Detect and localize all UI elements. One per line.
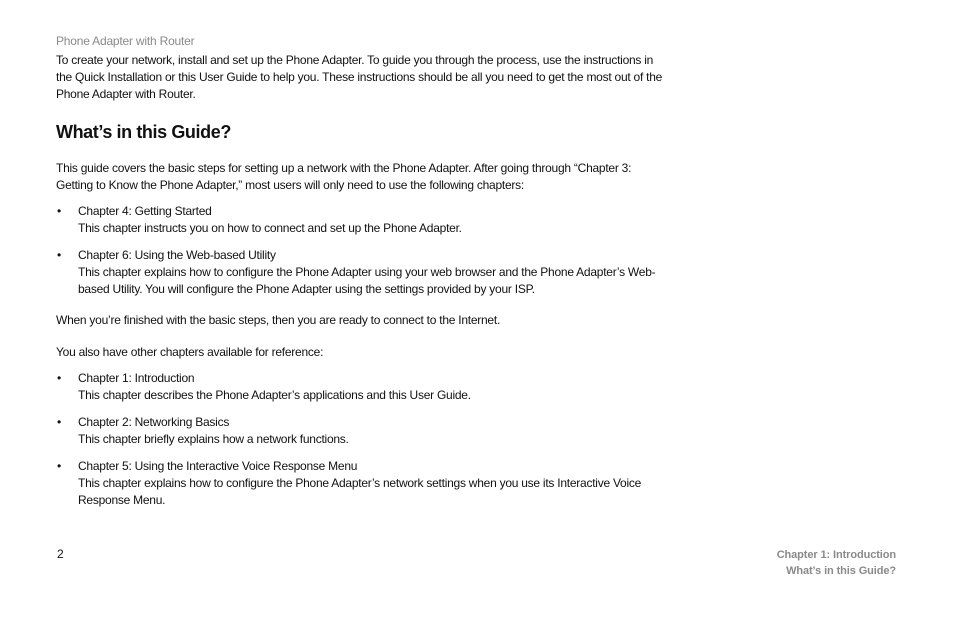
bullet-icon: • (57, 459, 62, 473)
footer-section: What’s in this Guide? (786, 565, 896, 577)
section-heading: What’s in this Guide? (56, 122, 231, 142)
bullet-icon: • (57, 415, 62, 429)
list-item (56, 414, 666, 448)
chapter-title: Chapter 6: Using the Web-based Utility (78, 248, 276, 262)
bullet-icon: • (57, 248, 62, 262)
chapter-title: Chapter 1: Introduction (78, 371, 195, 385)
list-item (56, 370, 666, 404)
chapter-description: This chapter instructs you on how to connect and set up the Phone Adapter. (78, 221, 462, 235)
reference-chapters-list (56, 370, 666, 519)
chapter-description: This chapter briefly explains how a network functions. (78, 432, 349, 446)
list-item (56, 247, 666, 298)
finished-paragraph: When you’re finished with the basic steps, then you are ready to connect to the Internet. (56, 313, 501, 327)
footer-chapter-info (777, 547, 896, 579)
running-header: Phone Adapter with Router (56, 34, 195, 48)
reference-paragraph: You also have other chapters available for reference: (56, 345, 324, 359)
chapter-title: Chapter 4: Getting Started (78, 204, 212, 218)
chapter-title: Chapter 5: Using the Interactive Voice Response Menu (78, 459, 358, 473)
bullet-icon: • (57, 371, 62, 385)
list-item (56, 203, 666, 237)
list-item (56, 458, 666, 509)
main-chapters-list (56, 203, 666, 308)
guide-intro-paragraph: This guide covers the basic steps for setting up a network with the Phone Adapter. After going through “Chapter 3: Getting to Know the Phone Adapter,” most users will only need to use the following chapters: (56, 161, 632, 192)
bullet-icon: • (57, 204, 62, 218)
chapter-description: This chapter explains how to configure the Phone Adapter using your web browser and the Phone Adapter’s Web-based Utility. You will configure the Phone Adapter using the settings provided by your ISP. (78, 265, 656, 296)
footer-chapter: Chapter 1: Introduction (776, 549, 896, 561)
chapter-description: This chapter explains how to configure the Phone Adapter’s network settings when you use its Interactive Voice Response Menu. (78, 476, 642, 507)
page-number: 2 (57, 547, 64, 561)
chapter-title: Chapter 2: Networking Basics (78, 415, 230, 429)
intro-paragraph: To create your network, install and set up the Phone Adapter. To guide you through the process, use the instructions in the Quick Installation or this User Guide to help you. These instructions should be all you need to get the most out of the Phone Adapter with Router. (56, 53, 663, 101)
chapter-description: This chapter describes the Phone Adapter’s applications and this User Guide. (78, 388, 471, 402)
